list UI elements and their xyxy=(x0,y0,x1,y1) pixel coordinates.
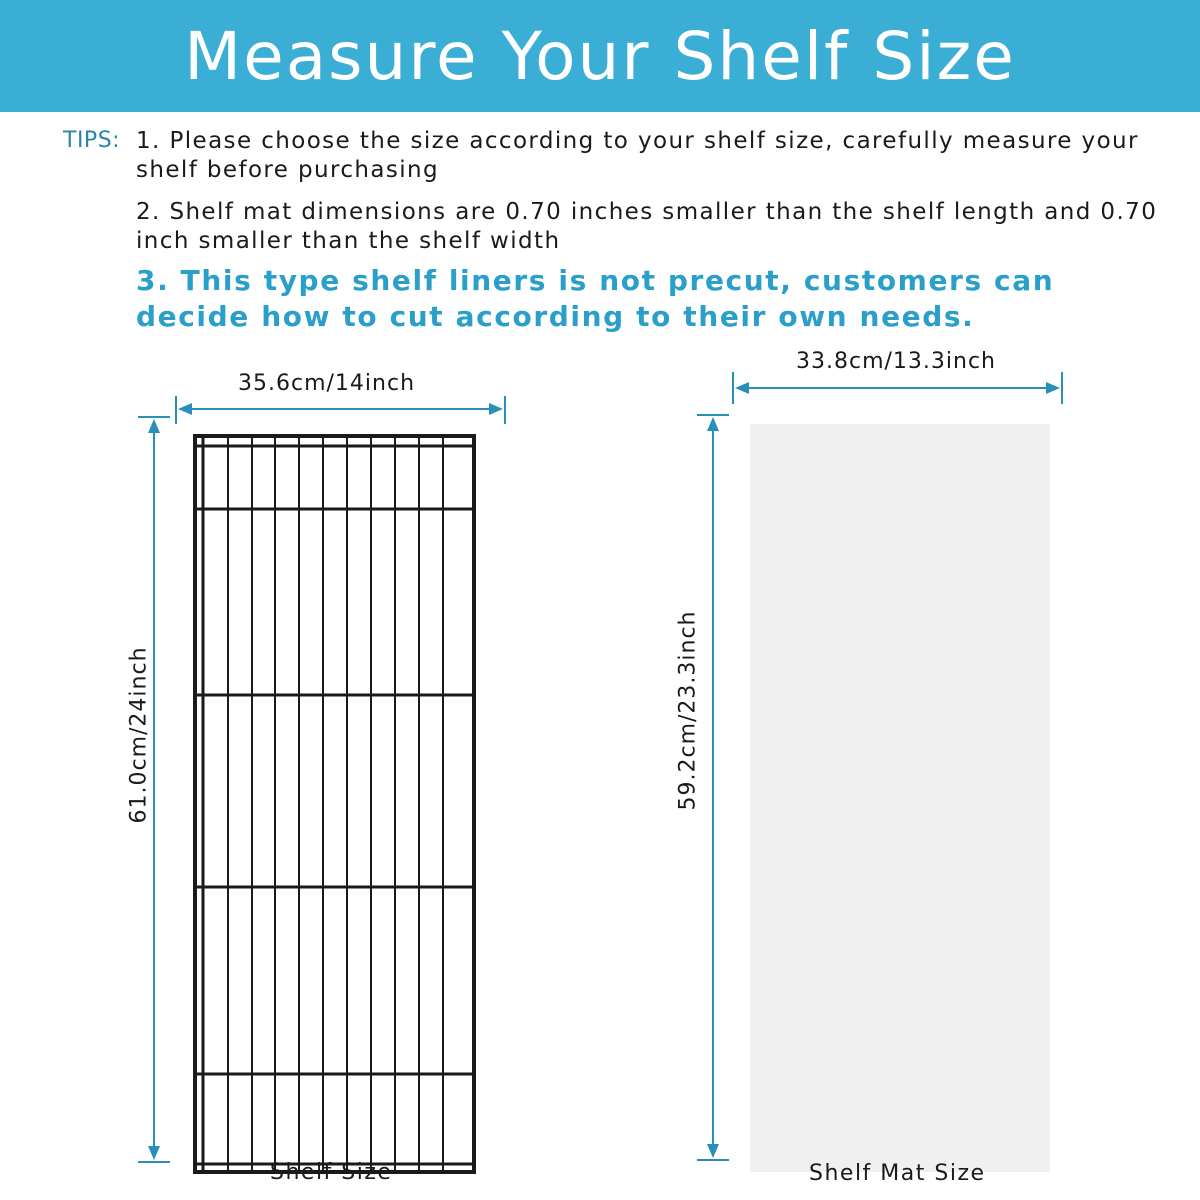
tip-item-1: 1. Please choose the size according to your shelf size, carefully measure your shelf before purchasing xyxy=(136,128,1139,183)
shelf-width-label: 35.6cm/14inch xyxy=(238,371,416,396)
shelf-height-label: 61.0cm/24inch xyxy=(126,646,152,824)
shelf-size-caption: Shelf Size xyxy=(270,1160,393,1185)
page-title: Measure Your Shelf Size xyxy=(184,17,1016,95)
mat-height-arrow xyxy=(697,415,729,1160)
mat-width-label: 33.8cm/13.3inch xyxy=(796,349,997,374)
tip-item-2: 2. Shelf mat dimensions are 0.70 inches smaller than the shelf length and 0.70 inch smaller than the shelf width xyxy=(136,199,1158,254)
mat-height-label: 59.2cm/23.3inch xyxy=(675,610,701,811)
wire-shelf-drawing xyxy=(195,436,474,1172)
shelf-mat-rectangle xyxy=(750,424,1050,1172)
mat-size-caption: Shelf Mat Size xyxy=(809,1161,986,1186)
shelf-width-arrow xyxy=(176,396,505,424)
shelf-frame xyxy=(195,436,474,1172)
mat-width-arrow xyxy=(733,372,1062,404)
tips-label: TIPS: xyxy=(63,128,121,153)
tip-item-3: 3. This type shelf liners is not precut, customers can decide how to cut according to their own needs. xyxy=(136,264,1055,333)
